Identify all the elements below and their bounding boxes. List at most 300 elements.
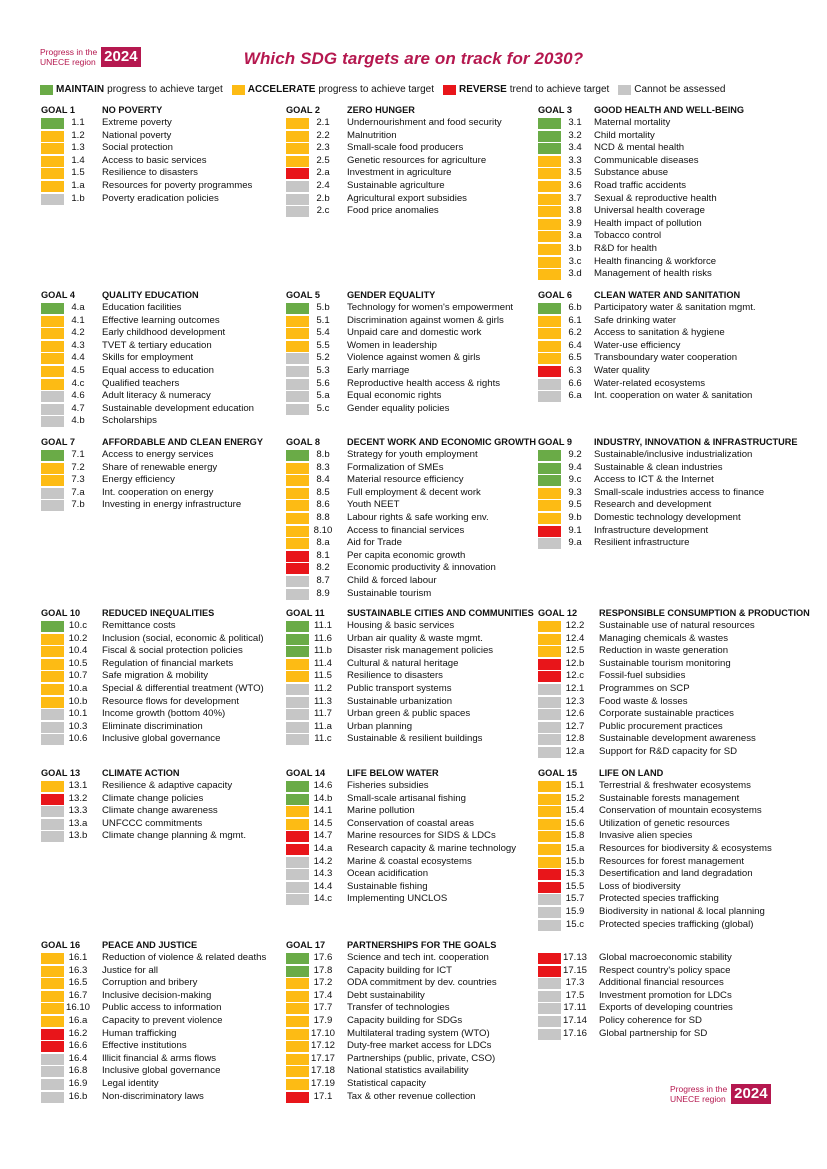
target-label: Food waste & losses xyxy=(599,695,688,707)
status-swatch xyxy=(538,722,561,733)
target-label: Research capacity & marine technology xyxy=(347,842,517,854)
target-code: 3.d xyxy=(568,268,582,280)
target-code: 8.5 xyxy=(316,486,330,498)
target-code: 5.5 xyxy=(316,339,330,351)
status-swatch xyxy=(538,794,561,805)
target-label: Fiscal & social protection policies xyxy=(102,645,243,657)
target-code: 5.6 xyxy=(316,377,330,389)
status-swatch xyxy=(41,391,64,402)
status-swatch xyxy=(286,589,309,600)
status-swatch xyxy=(538,513,561,524)
target-code: 15.1 xyxy=(565,780,585,791)
status-swatch xyxy=(286,1003,309,1014)
target-label: Exports of developing countries xyxy=(599,1002,733,1014)
target-code: 3.b xyxy=(568,242,582,254)
target-code: 16.5 xyxy=(68,977,88,989)
target-code: 14.1 xyxy=(313,805,333,817)
target-code: 5.4 xyxy=(316,327,330,339)
target-label: Equal economic rights xyxy=(347,390,442,402)
target-code: 5.2 xyxy=(316,352,330,364)
status-swatch xyxy=(41,500,64,511)
target-label: Fossil-fuel subsidies xyxy=(599,670,686,682)
goal-title: NO POVERTY xyxy=(102,105,163,115)
target-code: 3.a xyxy=(568,230,582,242)
status-swatch xyxy=(286,1054,309,1065)
brand-line1: Progress in the xyxy=(670,1084,728,1094)
goal-number: GOAL 12 xyxy=(538,608,578,618)
target-label: Youth NEET xyxy=(347,499,400,511)
target-code: 14.5 xyxy=(313,817,333,829)
legend-text: trend to achieve target xyxy=(509,84,610,95)
target-label: Extreme poverty xyxy=(102,117,172,128)
target-code: 14.c xyxy=(313,893,333,905)
target-code: 7.3 xyxy=(71,474,85,486)
target-label: Economic productivity & innovation xyxy=(347,562,496,574)
target-code: 15.4 xyxy=(565,805,585,817)
status-swatch xyxy=(41,303,64,314)
status-swatch xyxy=(41,659,64,670)
status-swatch xyxy=(538,316,561,327)
target-label: Inclusive global governance xyxy=(102,1065,221,1077)
status-swatch xyxy=(538,206,561,217)
target-label: Communicable diseases xyxy=(594,154,699,166)
status-swatch xyxy=(286,168,309,179)
legend-item-reverse xyxy=(443,84,609,95)
target-label: Policy coherence for SD xyxy=(599,1014,702,1026)
target-label: Inclusive decision-making xyxy=(102,989,212,1001)
status-swatch xyxy=(286,341,309,352)
target-label: Climate change policies xyxy=(102,792,204,804)
status-swatch xyxy=(538,181,561,192)
status-swatch xyxy=(286,194,309,205)
target-code: 9.4 xyxy=(568,461,582,473)
target-code: 3.7 xyxy=(568,192,582,204)
status-swatch xyxy=(538,379,561,390)
target-label: Resilience to disasters xyxy=(102,167,198,179)
target-label: Resources for biodiversity & ecosystems xyxy=(599,842,772,854)
target-code: 13.2 xyxy=(68,792,88,804)
target-code: 13.3 xyxy=(68,805,88,817)
target-label: Labour rights & safe working env. xyxy=(347,511,489,523)
status-swatch xyxy=(538,131,561,142)
target-code: 2.5 xyxy=(316,154,330,166)
status-swatch xyxy=(286,671,309,682)
target-label: Food price anomalies xyxy=(347,205,439,217)
target-code: 8.6 xyxy=(316,499,330,511)
target-code: 12.4 xyxy=(565,632,585,644)
status-swatch xyxy=(41,671,64,682)
target-label: ODA commitment by dev. countries xyxy=(347,977,497,989)
status-swatch xyxy=(286,551,309,562)
target-label: Maternal mortality xyxy=(594,117,671,128)
target-code: 17.1 xyxy=(313,1090,333,1102)
target-label: Small-scale food producers xyxy=(347,142,464,154)
target-code: 17.11 xyxy=(563,1002,587,1014)
status-swatch xyxy=(538,538,561,549)
status-swatch xyxy=(41,450,64,461)
target-code: 8.7 xyxy=(316,574,330,586)
goal-title: ZERO HUNGER xyxy=(347,105,415,115)
status-swatch xyxy=(286,538,309,549)
target-code: 17.18 xyxy=(311,1065,336,1077)
target-label: Technology for women's empowerment xyxy=(347,302,514,313)
target-label: Strategy for youth employment xyxy=(347,449,478,460)
target-label: Access to sanitation & hygiene xyxy=(594,327,725,339)
status-swatch xyxy=(538,857,561,868)
brand-text xyxy=(670,1084,727,1104)
legend-text: progress to achieve target xyxy=(318,84,434,95)
target-code: 1.2 xyxy=(71,129,85,141)
target-label: Effective institutions xyxy=(102,1040,187,1052)
target-label: Additional financial resources xyxy=(599,977,724,989)
status-swatch xyxy=(538,353,561,364)
brand-line2: UNECE region xyxy=(40,57,96,67)
status-swatch xyxy=(286,646,309,657)
status-swatch xyxy=(41,1041,64,1052)
target-label: Capacity building for SDGs xyxy=(347,1014,463,1026)
target-code: 12.2 xyxy=(565,620,585,631)
goal-title: CLIMATE ACTION xyxy=(102,768,180,778)
target-code: 15.3 xyxy=(565,868,585,880)
target-label: Protected species trafficking (global) xyxy=(599,918,754,930)
target-code: 4.c xyxy=(71,377,85,389)
target-code: 14.3 xyxy=(313,868,333,880)
target-code: 3.6 xyxy=(568,179,582,191)
status-swatch xyxy=(286,143,309,154)
target-label: Duty-free market access for LDCs xyxy=(347,1040,492,1052)
target-code: 9.b xyxy=(568,511,582,523)
target-label: Urban air quality & waste mgmt. xyxy=(347,632,483,644)
status-swatch xyxy=(538,269,561,280)
target-label: Agricultural export subsidies xyxy=(347,192,467,204)
target-code: 3.1 xyxy=(568,117,582,128)
target-code: 11.4 xyxy=(314,657,332,669)
status-swatch xyxy=(41,366,64,377)
target-code: 10.c xyxy=(68,620,88,631)
target-code: 15.8 xyxy=(565,830,585,842)
status-swatch xyxy=(286,844,309,855)
target-label: Infrastructure development xyxy=(594,524,709,536)
goal-number: GOAL 11 xyxy=(286,608,325,618)
target-code: 11.2 xyxy=(314,682,332,694)
target-label: Resources for forest management xyxy=(599,855,745,867)
target-label: Partnerships (public, private, CSO) xyxy=(347,1052,496,1064)
target-code: 2.3 xyxy=(316,142,330,154)
target-code: 3.4 xyxy=(568,142,582,154)
goal-title: CLEAN WATER AND SANITATION xyxy=(594,290,741,300)
target-label: Social protection xyxy=(102,142,173,154)
target-code: 11.1 xyxy=(314,620,332,631)
target-code: 5.3 xyxy=(316,364,330,376)
target-code: 6.a xyxy=(568,390,582,402)
target-label: Non-discriminatory laws xyxy=(102,1090,204,1102)
target-label: Loss of biodiversity xyxy=(599,880,681,892)
target-code: 17.16 xyxy=(563,1027,588,1039)
target-label: Eliminate discrimination xyxy=(102,720,203,732)
goal-number: GOAL 1 xyxy=(41,105,76,115)
status-swatch xyxy=(286,206,309,217)
target-label: Substance abuse xyxy=(594,167,669,179)
target-label: Health impact of pollution xyxy=(594,217,702,229)
target-label: Per capita economic growth xyxy=(347,549,466,561)
target-label: Global partnership for SD xyxy=(599,1027,708,1039)
target-label: TVET & tertiary education xyxy=(102,339,212,351)
target-code: 7.a xyxy=(71,486,85,498)
target-code: 1.4 xyxy=(71,154,85,166)
status-swatch xyxy=(41,697,64,708)
status-swatch xyxy=(41,1092,64,1103)
target-code: 12.5 xyxy=(565,645,585,657)
target-label: Resources for poverty programmes xyxy=(102,179,253,191)
target-code: 17.7 xyxy=(313,1002,333,1014)
status-swatch xyxy=(286,857,309,868)
goal-number: GOAL 6 xyxy=(538,290,573,300)
target-code: 17.3 xyxy=(565,977,585,989)
target-label: R&D for health xyxy=(594,242,657,254)
target-label: Gender equality policies xyxy=(347,402,450,414)
target-code: 9.c xyxy=(568,474,582,486)
target-code: 5.1 xyxy=(316,314,330,326)
target-label: Resilience to disasters xyxy=(347,670,443,682)
target-code: 15.a xyxy=(565,842,585,854)
status-swatch xyxy=(41,819,64,830)
status-swatch xyxy=(41,463,64,474)
target-label: Inclusive global governance xyxy=(102,733,221,745)
target-label: Fisheries subsidies xyxy=(347,780,429,791)
target-label: Invasive alien species xyxy=(599,830,693,842)
target-label: Conservation of coastal areas xyxy=(347,817,474,829)
target-code: 7.b xyxy=(71,499,85,511)
status-swatch xyxy=(41,1029,64,1040)
target-label: Special & differential treatment (WTO) xyxy=(102,682,264,694)
target-label: Adult literacy & numeracy xyxy=(102,390,211,402)
target-code: 8.1 xyxy=(316,549,330,561)
target-label: Domestic technology development xyxy=(594,511,741,523)
target-label: Ocean acidification xyxy=(347,868,429,880)
brand-line2: UNECE region xyxy=(670,1094,726,1104)
target-code: 6.1 xyxy=(568,314,582,326)
target-label: Genetic resources for agriculture xyxy=(347,154,487,166)
status-swatch xyxy=(41,722,64,733)
target-code: 1.a xyxy=(71,179,85,191)
target-code: 17.8 xyxy=(313,964,333,976)
target-label: Reduction in waste generation xyxy=(599,645,729,657)
legend-swatch-accelerate xyxy=(232,85,245,95)
status-swatch xyxy=(286,526,309,537)
status-swatch xyxy=(286,391,309,402)
status-swatch xyxy=(41,991,64,1002)
target-label: Biodiversity in national & local planning xyxy=(599,905,765,917)
target-label: Sustainable forests management xyxy=(599,792,740,804)
target-code: 16.6 xyxy=(68,1040,88,1052)
status-swatch xyxy=(538,366,561,377)
status-swatch xyxy=(41,978,64,989)
goal-title: LIFE BELOW WATER xyxy=(347,768,439,778)
target-label: National statistics availability xyxy=(347,1065,469,1077)
status-swatch xyxy=(41,181,64,192)
target-label: Programmes on SCP xyxy=(599,682,690,694)
target-label: Corruption and bribery xyxy=(102,977,198,989)
status-swatch xyxy=(286,328,309,339)
target-label: Malnutrition xyxy=(347,129,397,141)
target-label: Formalization of SMEs xyxy=(347,461,444,473)
target-label: Sustainable use of natural resources xyxy=(599,620,755,631)
status-swatch xyxy=(41,194,64,205)
status-swatch xyxy=(41,684,64,695)
status-swatch xyxy=(286,1016,309,1027)
target-label: Poverty eradication policies xyxy=(102,192,219,204)
status-swatch xyxy=(41,1003,64,1014)
status-swatch xyxy=(286,118,309,129)
target-label: Discrimination against women & girls xyxy=(347,314,504,326)
target-label: Science and tech int. cooperation xyxy=(347,952,489,963)
target-code: 1.b xyxy=(71,192,85,204)
goal-number: GOAL 3 xyxy=(538,105,573,115)
status-swatch xyxy=(286,1041,309,1052)
target-code: 17.2 xyxy=(313,977,333,989)
status-swatch xyxy=(41,806,64,817)
target-code: 9.2 xyxy=(568,449,582,460)
status-swatch xyxy=(41,1066,64,1077)
status-swatch xyxy=(41,953,64,964)
legend-keyword: MAINTAIN xyxy=(56,84,105,95)
status-swatch xyxy=(41,621,64,632)
target-label: Full employment & decent work xyxy=(347,486,481,498)
target-code: 12.7 xyxy=(565,720,585,732)
status-swatch xyxy=(286,475,309,486)
target-code: 3.3 xyxy=(568,154,582,166)
status-swatch xyxy=(538,257,561,268)
goal-title: PARTNERSHIPS FOR THE GOALS xyxy=(347,940,497,950)
status-swatch xyxy=(286,156,309,167)
target-label: Urban planning xyxy=(347,720,413,732)
status-swatch xyxy=(286,709,309,720)
goal-number: GOAL 17 xyxy=(286,940,326,950)
target-label: Investment in agriculture xyxy=(347,167,452,179)
target-code: 2.1 xyxy=(316,117,330,128)
target-code: 10.5 xyxy=(68,657,88,669)
target-label: Education facilities xyxy=(102,302,182,313)
legend-swatch-na xyxy=(618,85,631,95)
target-label: Child & forced labour xyxy=(347,574,437,586)
status-swatch xyxy=(286,894,309,905)
goal-number: GOAL 10 xyxy=(41,608,81,618)
target-label: Disaster risk management policies xyxy=(347,645,494,657)
status-swatch xyxy=(286,697,309,708)
target-label: Skills for employment xyxy=(102,352,194,364)
target-code: 17.5 xyxy=(565,989,585,1001)
goal-number: GOAL 16 xyxy=(41,940,81,950)
target-label: Cultural & natural heritage xyxy=(347,657,459,669)
target-code: 8.b xyxy=(316,449,330,460)
target-label: Terrestrial & freshwater ecosystems xyxy=(599,780,751,791)
target-code: 11.b xyxy=(314,645,332,657)
target-label: Sustainable tourism xyxy=(347,587,432,599)
status-swatch xyxy=(41,404,64,415)
target-label: Health financing & workforce xyxy=(594,255,717,267)
target-label: Material resource efficiency xyxy=(347,474,464,486)
target-label: Capacity building for ICT xyxy=(347,964,453,976)
target-label: Desertification and land degradation xyxy=(599,868,753,880)
target-label: Access to financial services xyxy=(347,524,465,536)
target-label: Corporate sustainable practices xyxy=(599,708,734,720)
status-swatch xyxy=(286,303,309,314)
target-code: 3.c xyxy=(568,255,582,267)
target-label: Urban green & public spaces xyxy=(347,708,471,720)
target-label: Marine & coastal ecosystems xyxy=(347,855,472,867)
status-swatch xyxy=(286,794,309,805)
brand-year: 2024 xyxy=(731,1084,770,1104)
target-code: 4.1 xyxy=(71,314,85,326)
target-code: 16.7 xyxy=(68,989,88,1001)
status-swatch xyxy=(286,563,309,574)
target-label: Implementing UNCLOS xyxy=(347,893,448,905)
status-swatch xyxy=(41,143,64,154)
goal-title: PEACE AND JUSTICE xyxy=(102,940,198,950)
status-swatch xyxy=(286,734,309,745)
target-label: Debt sustainability xyxy=(347,989,425,1001)
status-swatch xyxy=(41,379,64,390)
target-code: 9.5 xyxy=(568,499,582,511)
status-swatch xyxy=(286,1066,309,1077)
target-code: 14.4 xyxy=(313,880,333,892)
status-swatch xyxy=(538,684,561,695)
target-code: 3.9 xyxy=(568,217,582,229)
target-label: Tax & other revenue collection xyxy=(347,1090,476,1102)
status-swatch xyxy=(286,366,309,377)
target-code: 8.2 xyxy=(316,562,330,574)
goal-title: AFFORDABLE AND CLEAN ENERGY xyxy=(102,437,263,447)
status-swatch xyxy=(538,231,561,242)
target-code: 11.a xyxy=(314,720,332,732)
legend-keyword: REVERSE xyxy=(458,84,507,95)
target-label: Sustainable tourism monitoring xyxy=(599,657,731,669)
status-swatch xyxy=(538,168,561,179)
target-label: Safe migration & mobility xyxy=(102,670,209,682)
goal-title: GOOD HEALTH AND WELL-BEING xyxy=(594,105,745,115)
target-code: 4.4 xyxy=(71,352,85,364)
target-code: 17.19 xyxy=(311,1077,336,1089)
status-swatch xyxy=(41,475,64,486)
target-code: 9.1 xyxy=(568,524,582,536)
target-label: Sexual & reproductive health xyxy=(594,192,717,204)
status-swatch xyxy=(286,404,309,415)
target-code: 6.4 xyxy=(568,339,582,351)
brand-line1: Progress in the xyxy=(40,47,98,57)
legend-swatch-maintain xyxy=(40,85,53,95)
target-code: 2.b xyxy=(316,192,330,204)
target-label: Public transport systems xyxy=(347,682,452,694)
target-code: 17.17 xyxy=(311,1052,336,1064)
status-swatch xyxy=(286,450,309,461)
target-code: 10.6 xyxy=(68,733,88,745)
target-label: Road traffic accidents xyxy=(594,179,687,191)
target-label: Scholarships xyxy=(102,415,157,427)
target-code: 15.2 xyxy=(565,792,585,804)
target-code: 3.2 xyxy=(568,129,582,141)
target-code: 8.4 xyxy=(316,474,330,486)
target-code: 6.b xyxy=(568,302,582,313)
target-code: 16.2 xyxy=(68,1027,88,1039)
status-swatch xyxy=(286,722,309,733)
target-code: 10.1 xyxy=(68,708,88,720)
target-code: 14.b xyxy=(313,792,333,804)
target-label: Women in leadership xyxy=(347,339,437,351)
target-label: Universal health coverage xyxy=(594,205,705,217)
target-code: 17.12 xyxy=(311,1040,336,1052)
target-code: 16.10 xyxy=(66,1002,91,1014)
target-code: 17.4 xyxy=(313,989,333,1001)
